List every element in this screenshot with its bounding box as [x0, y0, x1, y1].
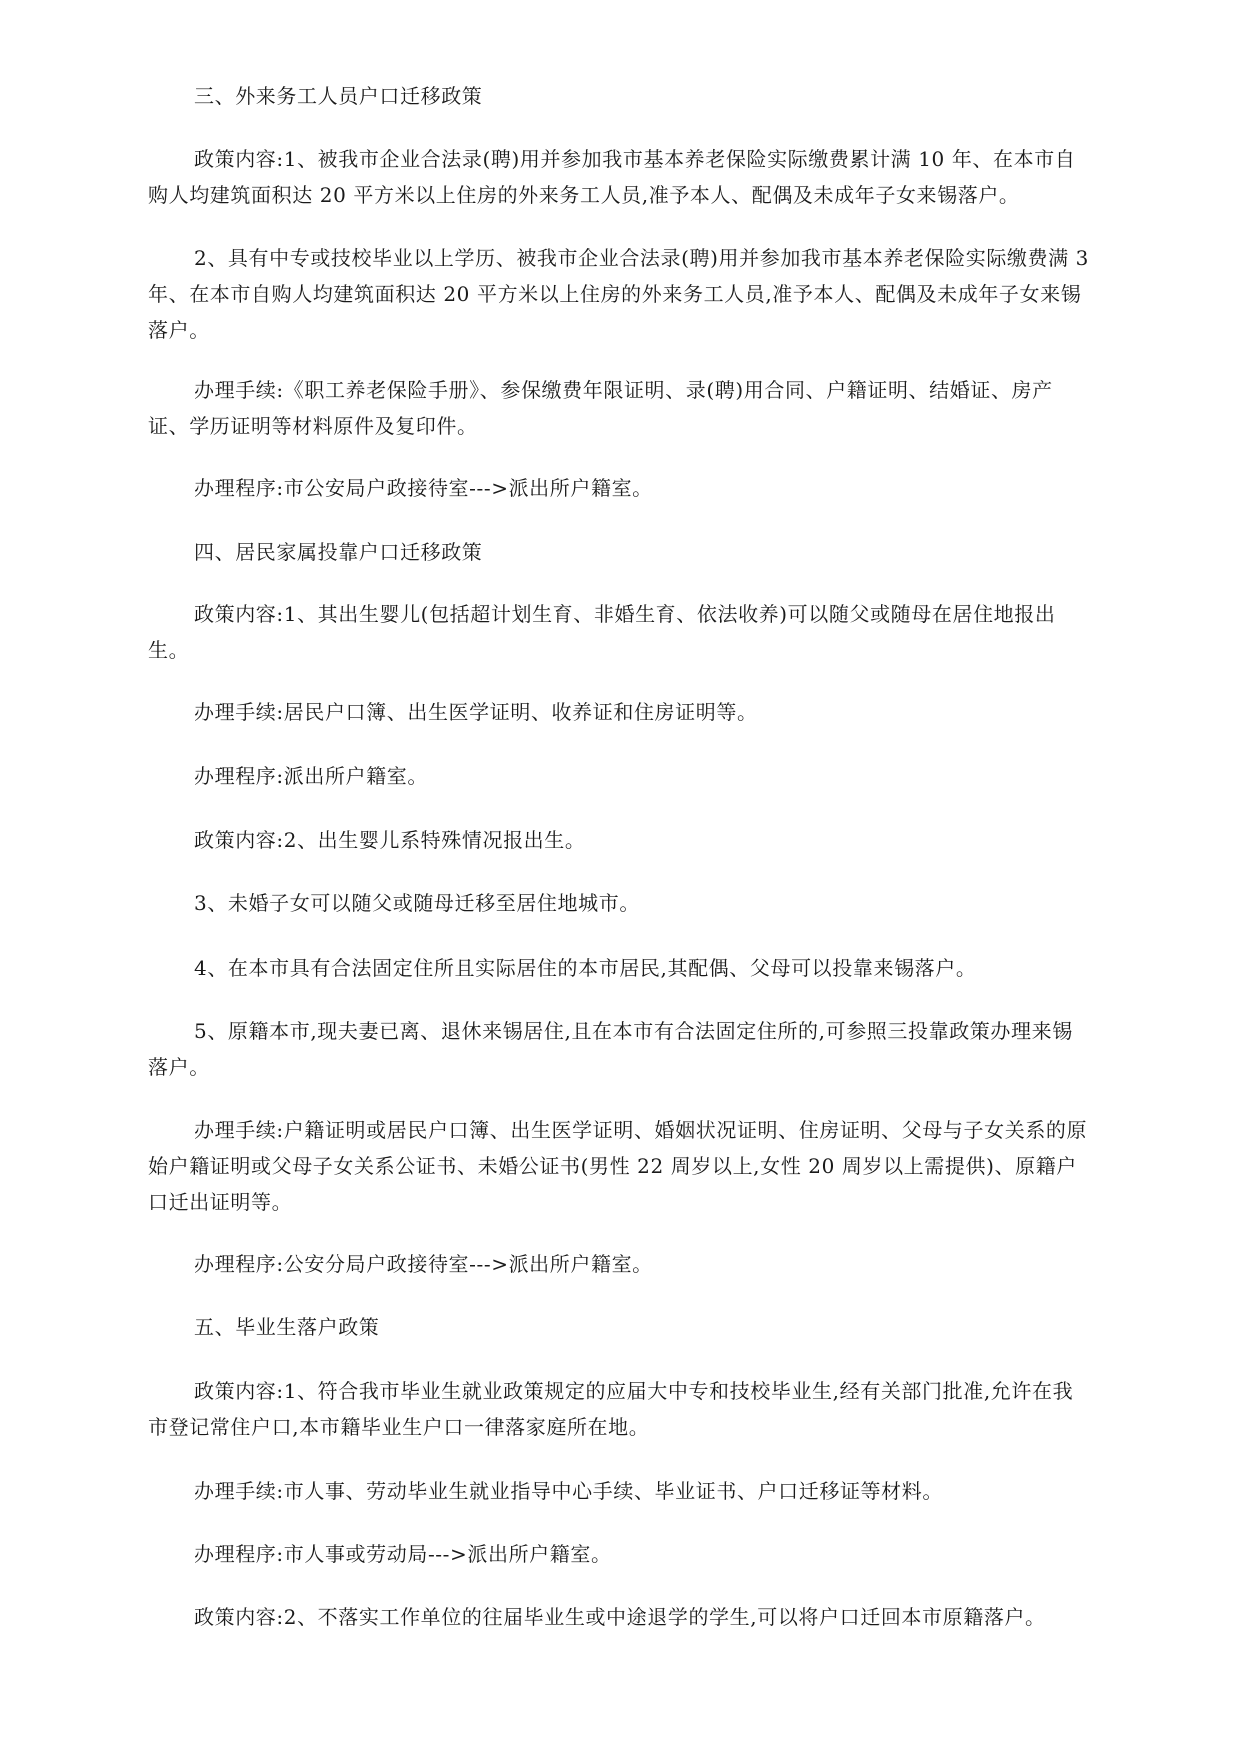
procedure-steps-4-1: 办理程序:派出所户籍室。	[194, 764, 428, 788]
policy-content-4-4: 4、在本市具有合法固定住所且实际居住的本市居民,其配偶、父母可以投靠来锡落户。	[194, 956, 977, 980]
procedure-documents-5: 办理手续:市人事、劳动毕业生就业指导中心手续、毕业证书、户口迁移证等材料。	[194, 1479, 943, 1503]
procedure-steps-5: 办理程序:市人事或劳动局--->派出所户籍室。	[194, 1542, 612, 1566]
policy-content-4-3: 3、未婚子女可以随父或随母迁移至居住地城市。	[194, 891, 640, 915]
procedure-documents-4-2: 办理手续:户籍证明或居民户口簿、出生医学证明、婚姻状况证明、住房证明、父母与子女关系的原始户籍证明或父母子女关系公证书、未婚公证书(男性 22 周岁以上,女性 20 周岁以上需提供)、原籍户口迁出证明等。	[148, 1118, 1088, 1214]
policy-content-5-1: 政策内容:1、符合我市毕业生就业政策规定的应届大中专和技校毕业生,经有关部门批准,允许在我市登记常住户口,本市籍毕业生户口一律落家庭所在地。	[148, 1379, 1074, 1439]
procedure-documents-4-1: 办理手续:居民户口簿、出生医学证明、收养证和住房证明等。	[194, 700, 758, 724]
policy-content-4-1: 政策内容:1、其出生婴儿(包括超计划生育、非婚生育、依法收养)可以随父或随母在居住地报出生。	[148, 602, 1056, 662]
policy-content-3-2: 2、具有中专或技校毕业以上学历、被我市企业合法录(聘)用并参加我市基本养老保险实际缴费满 3 年、在本市自购人均建筑面积达 20 平方米以上住房的外来务工人员,准予本人、配偶及未成年子女来锡落户。	[148, 246, 1090, 342]
section-heading-5: 五、毕业生落户政策	[194, 1315, 380, 1339]
policy-content-5-2: 政策内容:2、不落实工作单位的往届毕业生或中途退学的学生,可以将户口迁回本市原籍落户。	[194, 1605, 1046, 1629]
policy-content-4-5: 5、原籍本市,现夫妻已离、退休来锡居住,且在本市有合法固定住所的,可参照三投靠政策办理来锡落户。	[148, 1019, 1073, 1079]
section-heading-4: 四、居民家属投靠户口迁移政策	[194, 540, 483, 564]
procedure-steps-4-2: 办理程序:公安分局户政接待室--->派出所户籍室。	[194, 1252, 653, 1276]
procedure-documents-3: 办理手续:《职工养老保险手册》、参保缴费年限证明、录(聘)用合同、户籍证明、结婚证、房产证、学历证明等材料原件及复印件。	[148, 378, 1053, 438]
policy-content-4-2: 政策内容:2、出生婴儿系特殊情况报出生。	[194, 828, 586, 852]
policy-content-3-1: 政策内容:1、被我市企业合法录(聘)用并参加我市基本养老保险实际缴费累计满 10 年、在本市自购人均建筑面积达 20 平方米以上住房的外来务工人员,准予本人、配偶及未成年子女来锡落户。	[148, 147, 1076, 207]
procedure-steps-3: 办理程序:市公安局户政接待室--->派出所户籍室。	[194, 476, 653, 500]
section-heading-3: 三、外来务工人员户口迁移政策	[194, 84, 483, 108]
